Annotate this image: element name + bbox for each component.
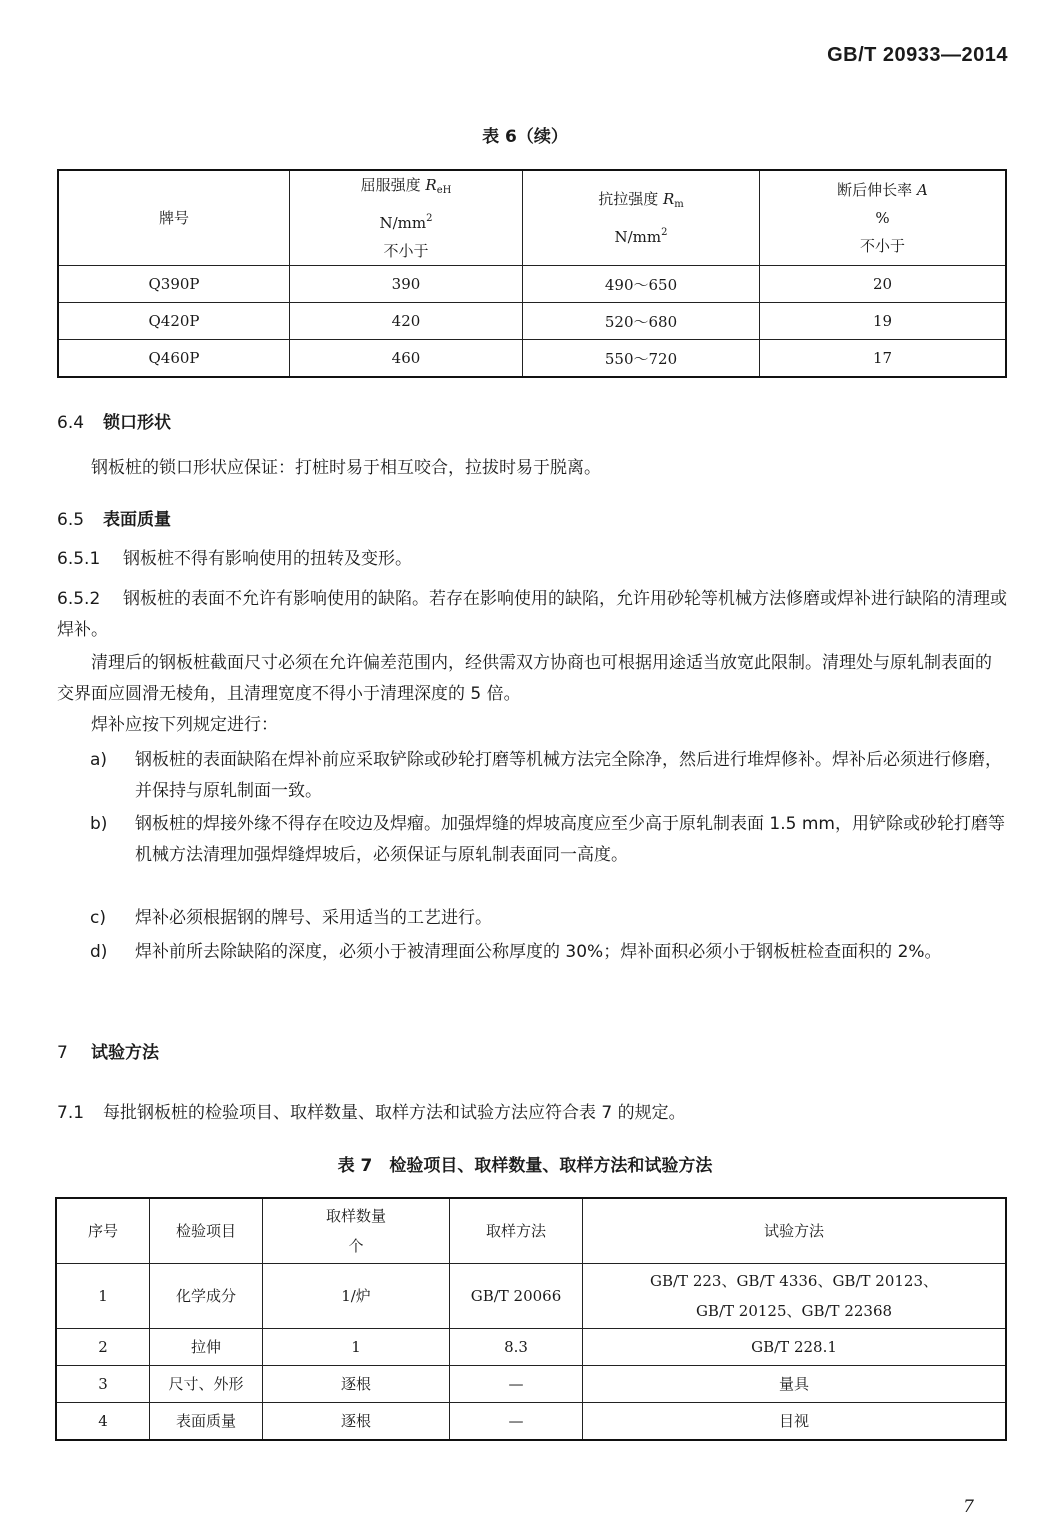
clause-number: 7.1 bbox=[57, 1103, 85, 1123]
cell-elongation: 19 bbox=[760, 303, 1007, 340]
cell-seq: 1 bbox=[56, 1264, 150, 1329]
section-title: 试验方法 bbox=[91, 1043, 159, 1063]
table-row bbox=[58, 340, 1006, 378]
tensile-subscript: m bbox=[674, 199, 684, 210]
section-title: 表面质量 bbox=[103, 510, 171, 530]
cell-tensile: 550～720 bbox=[523, 340, 760, 378]
cell-sampling: — bbox=[450, 1366, 583, 1403]
clause-6-5-1 bbox=[57, 544, 1007, 575]
yield-unit-sup: 2 bbox=[426, 213, 433, 224]
cell-elongation: 20 bbox=[760, 266, 1007, 303]
cell-grade: Q460P bbox=[58, 340, 290, 378]
cell-grade: Q390P bbox=[58, 266, 290, 303]
cell-item: 拉伸 bbox=[150, 1329, 263, 1366]
tensile-label: 抗拉强度 bbox=[598, 190, 659, 208]
test-line: GB/T 20125、GB/T 22368 bbox=[695, 1302, 893, 1320]
cell-qty: 1/炉 bbox=[263, 1264, 450, 1329]
cell-test bbox=[583, 1264, 1007, 1329]
test-line: GB/T 223、GB/T 4336、GB/T 20123、 bbox=[649, 1272, 939, 1290]
header-tensile-strength bbox=[523, 170, 760, 266]
clause-body: 每批钢板桩的检验项目、取样数量、取样方法和试验方法应符合表 7 的规定。 bbox=[103, 1103, 686, 1123]
table6-header-row bbox=[58, 170, 1006, 266]
section-6-5-heading bbox=[57, 505, 171, 530]
paragraph-cleaning: 清理后的钢板桩截面尺寸必须在允许偏差范围内，经供需双方协商也可根据用途适当放宽此限制。清理处与原轧制表面的交界面应圆滑无棱角，且清理宽度不得小于清理深度的 5 倍。 bbox=[57, 653, 992, 704]
cell-qty: 逐根 bbox=[263, 1403, 450, 1441]
cell-tensile: 490～650 bbox=[523, 266, 760, 303]
cell-sampling: 8.3 bbox=[450, 1329, 583, 1366]
section-number: 7 bbox=[57, 1043, 68, 1063]
elongation-unit: % bbox=[875, 209, 890, 227]
cell-seq: 2 bbox=[56, 1329, 150, 1366]
cell-item: 化学成分 bbox=[150, 1264, 263, 1329]
weld-rule-b bbox=[90, 809, 1007, 871]
section-number: 6.4 bbox=[57, 413, 85, 433]
clause-body: 钢板桩的表面不允许有影响使用的缺陷。若存在影响使用的缺陷，允许用砂轮等机械方法修磨或焊补进行缺陷的清理或焊补。 bbox=[57, 589, 1007, 640]
section-6-4-body: 钢板桩的锁口形状应保证：打桩时易于相互咬合，拉拔时易于脱离。 bbox=[91, 458, 601, 478]
table7 bbox=[55, 1197, 1007, 1441]
section-7-heading bbox=[57, 1038, 159, 1063]
list-label: d) bbox=[90, 942, 108, 962]
yield-symbol: R bbox=[425, 176, 437, 194]
list-text: 焊补前所去除缺陷的深度，必须小于被清理面公称厚度的 30%；焊补面积必须小于钢板桩检查面积的 2%。 bbox=[135, 942, 942, 962]
qty-unit: 个 bbox=[348, 1237, 364, 1255]
cell-yield: 420 bbox=[290, 303, 523, 340]
tensile-unit-sup: 2 bbox=[661, 227, 668, 238]
table7-header-row bbox=[56, 1198, 1006, 1264]
list-label: a) bbox=[90, 750, 108, 770]
cell-elongation: 17 bbox=[760, 340, 1007, 378]
clause-6-5-2 bbox=[57, 584, 1007, 646]
yield-label: 屈服强度 bbox=[360, 176, 421, 194]
weld-rule-a bbox=[90, 745, 1007, 807]
cell-qty: 逐根 bbox=[263, 1366, 450, 1403]
yield-unit: N/mm bbox=[379, 214, 427, 232]
header-item: 检验项目 bbox=[150, 1198, 263, 1264]
section-6-4-heading bbox=[57, 408, 171, 433]
elongation-label: 断后伸长率 bbox=[837, 181, 913, 199]
elongation-symbol: A bbox=[916, 181, 928, 199]
cell-seq: 4 bbox=[56, 1403, 150, 1441]
cell-test: 目视 bbox=[583, 1403, 1007, 1441]
header-seq: 序号 bbox=[56, 1198, 150, 1264]
tensile-unit: N/mm bbox=[614, 228, 662, 246]
table-row bbox=[56, 1329, 1006, 1366]
cell-item: 尺寸、外形 bbox=[150, 1366, 263, 1403]
cell-seq: 3 bbox=[56, 1366, 150, 1403]
header-test: 试验方法 bbox=[583, 1198, 1007, 1264]
header-grade: 牌号 bbox=[58, 170, 290, 266]
cell-test: GB/T 228.1 bbox=[583, 1329, 1007, 1366]
tensile-symbol: R bbox=[663, 190, 675, 208]
table-row bbox=[56, 1366, 1006, 1403]
clause-body: 钢板桩不得有影响使用的扭转及变形。 bbox=[123, 549, 412, 569]
yield-note: 不小于 bbox=[383, 242, 429, 260]
cell-item: 表面质量 bbox=[150, 1403, 263, 1441]
cell-grade: Q420P bbox=[58, 303, 290, 340]
yield-subscript: eH bbox=[436, 185, 452, 196]
table-row bbox=[58, 266, 1006, 303]
table6-caption: 表 6（续） bbox=[482, 127, 568, 147]
list-label: c) bbox=[90, 908, 106, 928]
qty-label: 取样数量 bbox=[325, 1207, 386, 1225]
cell-tensile: 520～680 bbox=[523, 303, 760, 340]
header-qty bbox=[263, 1198, 450, 1264]
header-sampling: 取样方法 bbox=[450, 1198, 583, 1264]
table7-caption: 表 7 检验项目、取样数量、取样方法和试验方法 bbox=[337, 1156, 713, 1176]
clause-number: 6.5.2 bbox=[57, 589, 101, 609]
section-number: 6.5 bbox=[57, 510, 85, 530]
table-row bbox=[56, 1264, 1006, 1329]
list-label: b) bbox=[90, 814, 108, 834]
cell-yield: 390 bbox=[290, 266, 523, 303]
weld-rule-c bbox=[90, 903, 1007, 934]
cell-yield: 460 bbox=[290, 340, 523, 378]
list-text: 焊补必须根据钢的牌号、采用适当的工艺进行。 bbox=[135, 908, 492, 928]
section-title: 锁口形状 bbox=[103, 413, 171, 433]
weld-rule-d bbox=[90, 937, 1007, 968]
cell-qty: 1 bbox=[263, 1329, 450, 1366]
table6 bbox=[57, 169, 1007, 378]
elongation-note: 不小于 bbox=[859, 237, 905, 255]
clause-7-1 bbox=[57, 1098, 1007, 1129]
header-yield-strength bbox=[290, 170, 523, 266]
table-row bbox=[58, 303, 1006, 340]
list-text: 钢板桩的表面缺陷在焊补前应采取铲除或砂轮打磨等机械方法完全除净，然后进行堆焊修补。焊补后必须进行修磨，并保持与原轧制面一致。 bbox=[135, 750, 1002, 801]
header-elongation bbox=[760, 170, 1007, 266]
cell-test: 量具 bbox=[583, 1366, 1007, 1403]
paragraph-weld-intro: 焊补应按下列规定进行： bbox=[91, 715, 278, 735]
table-row bbox=[56, 1403, 1006, 1441]
cell-sampling: GB/T 20066 bbox=[450, 1264, 583, 1329]
clause-number: 6.5.1 bbox=[57, 549, 101, 569]
list-text: 钢板桩的焊接外缘不得存在咬边及焊瘤。加强焊缝的焊坡高度应至少高于原轧制表面 1.5 mm，用铲除或砂轮打磨等机械方法清理加强焊缝焊坡后，必须保证与原轧制表面同一高度。 bbox=[135, 814, 1005, 865]
standard-code: GB/T 20933—2014 bbox=[827, 44, 1008, 66]
cell-sampling: — bbox=[450, 1403, 583, 1441]
page-number: 7 bbox=[963, 1497, 974, 1517]
